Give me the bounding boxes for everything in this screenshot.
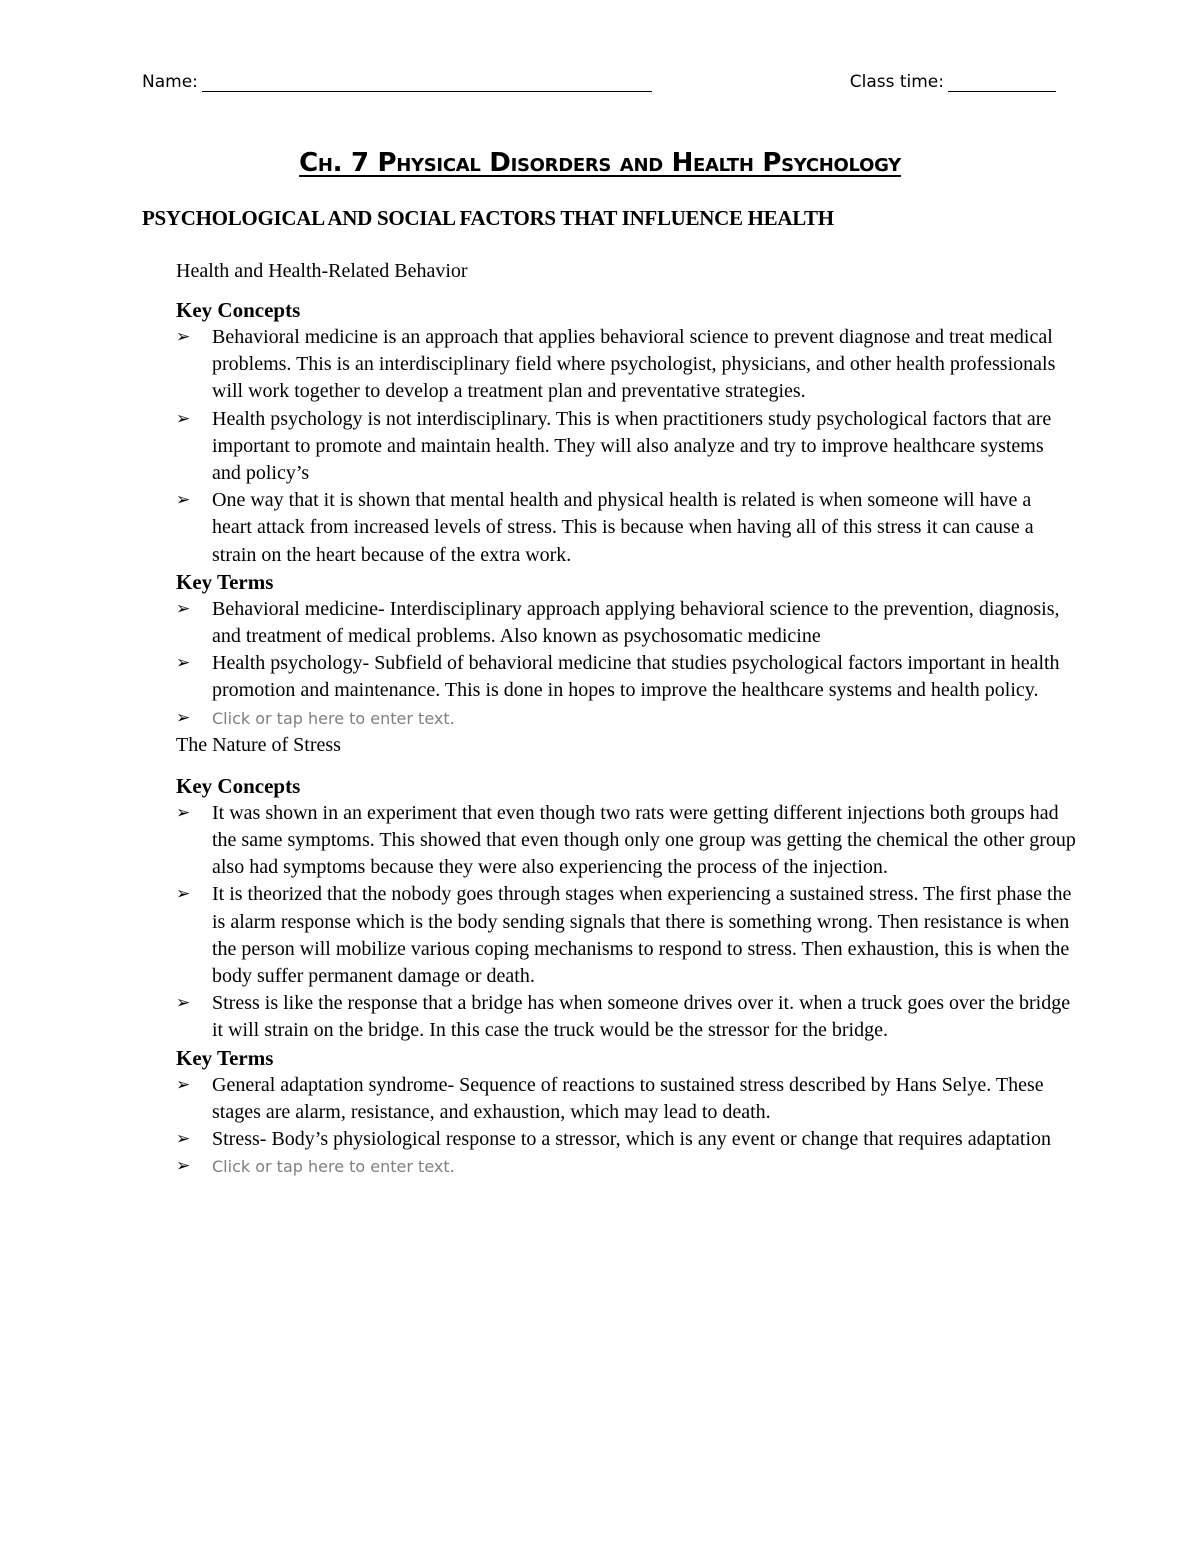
name-blank-line[interactable] [202, 73, 652, 92]
arrowhead-bullet-icon: ➢ [176, 1074, 191, 1095]
arrowhead-bullet-icon: ➢ [176, 1129, 191, 1150]
subsection-nature-of-stress [176, 732, 1076, 1181]
key-concepts-list [141, 324, 1076, 569]
list-item-text: Behavioral medicine is an approach that applies behavioral science to prevent diagnose and treat medical problems. This is an interdisciplinary field where psychologist, physicians, and other health professionals will work together to develop a treatment plan and preventative strategies. [212, 326, 1056, 403]
class-time-blank-line[interactable] [948, 73, 1056, 92]
notes-content [176, 258, 1076, 1180]
class-time-field-group [850, 72, 1056, 92]
document-title: Ch. 7 Physical Disorders and Health Psychology [299, 148, 901, 178]
list-item-text: Stress is like the response that a bridge has when someone drives over it. when a truck goes over the bridge it will strain on the bridge. In this case the truck would be the stressor for the bridge. [212, 992, 1071, 1042]
list-item-text: Health psychology is not interdisciplinary. This is when practitioners study psychological factors that are important to promote and maintain health. They will also analyze and try to improve healthcare systems and policy’s [212, 407, 1052, 485]
arrowhead-bullet-icon: ➢ [176, 1156, 191, 1177]
list-item [141, 650, 1076, 704]
key-terms-list [141, 1072, 1076, 1181]
list-item [141, 487, 1076, 569]
subsection-title: The Nature of Stress [176, 733, 341, 756]
key-terms-label: Key Terms [176, 569, 274, 594]
key-concepts-list [141, 800, 1076, 1045]
arrowhead-bullet-icon: ➢ [176, 598, 191, 619]
arrowhead-bullet-icon: ➢ [176, 884, 191, 905]
placeholder-item[interactable] [141, 705, 1076, 732]
list-item-text: Behavioral medicine- Interdisciplinary approach applying behavioral science to the prevention, diagnosis, and treatment of medical problems. Also known as psychosomatic medicine [212, 597, 1060, 648]
header-row [142, 72, 1056, 100]
arrowhead-bullet-icon: ➢ [176, 993, 191, 1014]
list-item-text: It is theorized that the nobody goes through stages when experiencing a sustained stress. The first phase the is alarm response which is the body sending signals that there is something wrong. Then resistance is when the person will mobilize various coping mechanisms to respond to stress. Then exhaustion, this is when the body suffer permanent damage or death. [212, 883, 1072, 988]
subsection-health-behavior [176, 258, 1076, 732]
class-time-label: Class time: [849, 72, 944, 92]
section-heading: PSYCHOLOGICAL AND SOCIAL FACTORS THAT INFLUENCE HEALTH [142, 206, 834, 230]
name-label: Name: [142, 72, 198, 92]
arrowhead-bullet-icon: ➢ [176, 653, 191, 674]
arrowhead-bullet-icon: ➢ [176, 327, 191, 347]
list-item [141, 800, 1076, 882]
list-item [141, 596, 1076, 650]
placeholder-text-field[interactable]: Click or tap here to enter text. [212, 1157, 455, 1177]
key-concepts-label: Key Concepts [176, 773, 301, 798]
key-terms-list [141, 596, 1076, 732]
list-item [141, 324, 1076, 406]
arrowhead-bullet-icon: ➢ [176, 802, 191, 823]
subsection-title: Health and Health-Related Behavior [176, 260, 468, 282]
list-item [141, 1126, 1076, 1153]
placeholder-item[interactable] [141, 1153, 1076, 1180]
list-item [141, 990, 1076, 1044]
list-item-text: General adaptation syndrome- Sequence of reactions to sustained stress described by Hans Selye. These stages are alarm, resistance, and exhaustion, which may lead to death. [212, 1073, 1044, 1123]
list-item-text: One way that it is shown that mental health and physical health is related is when someone will have a heart attack from increased levels of stress. This is because when having all of this stress it can cause a strain on the heart because of the extra work. [212, 489, 1034, 566]
list-item [141, 881, 1076, 990]
list-item-text: Stress- Body’s physiological response to a stressor, which is any event or change that requires adaptation [212, 1128, 1052, 1151]
key-concepts-label: Key Concepts [176, 298, 301, 322]
name-field-group [142, 72, 652, 92]
arrowhead-bullet-icon: ➢ [176, 707, 191, 728]
list-item [141, 406, 1076, 488]
placeholder-text-field[interactable]: Click or tap here to enter text. [212, 708, 455, 728]
key-terms-label: Key Terms [176, 1045, 274, 1070]
list-item [141, 1072, 1076, 1126]
arrowhead-bullet-icon: ➢ [176, 408, 191, 429]
list-item-text: It was shown in an experiment that even though two rats were getting different injections both groups had the same symptoms. This showed that even though only one group was getting the chemical the other group also had symptoms because they were also experiencing the process of the injection. [212, 801, 1076, 879]
arrowhead-bullet-icon: ➢ [176, 490, 191, 511]
list-item-text: Health psychology- Subfield of behavioral medicine that studies psychological factors important in health promotion and maintenance. This is done in hopes to improve the healthcare systems and health policy. [212, 652, 1060, 702]
